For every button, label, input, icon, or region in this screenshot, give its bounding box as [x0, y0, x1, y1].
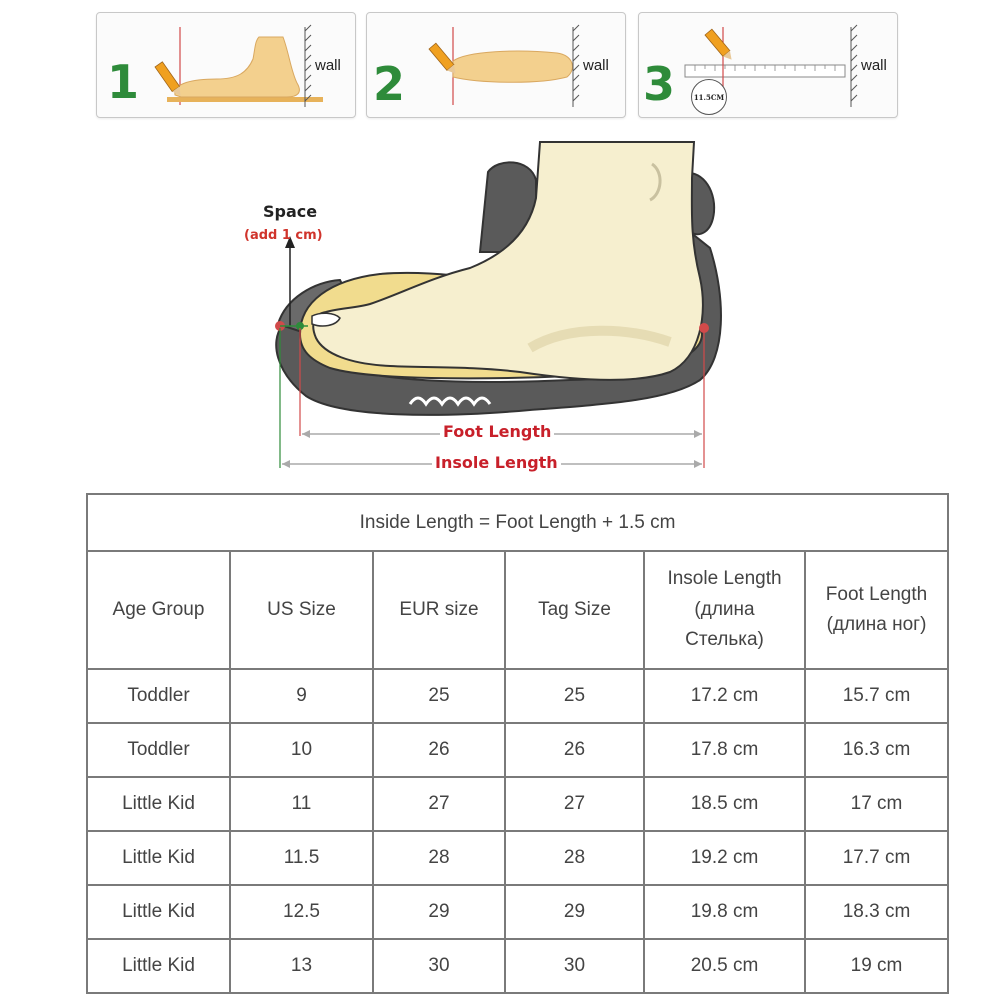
- cell-us-size: 10: [230, 723, 373, 777]
- header-insole-length-en: Insole Length: [667, 568, 782, 590]
- header-tag-size: Tag Size: [505, 551, 644, 669]
- cell-tag-size: 28: [505, 831, 644, 885]
- cell-age-group: Little Kid: [87, 831, 230, 885]
- space-note: (add 1 cm): [244, 228, 323, 243]
- cell-us-size: 9: [230, 669, 373, 723]
- cell-foot-length: 16.3 cm: [805, 723, 948, 777]
- cell-age-group: Toddler: [87, 723, 230, 777]
- cell-tag-size: 27: [505, 777, 644, 831]
- cell-tag-size: 29: [505, 885, 644, 939]
- cell-tag-size: 25: [505, 669, 644, 723]
- header-insole-length-ru-1: (длина: [694, 598, 755, 620]
- cell-eur-size: 27: [373, 777, 505, 831]
- space-label: Space: [263, 202, 318, 221]
- cell-age-group: Little Kid: [87, 777, 230, 831]
- step-3-measure-badge: 11.5CM: [691, 79, 727, 115]
- table-row: [87, 885, 948, 939]
- step-2-wall-label: wall: [583, 57, 609, 74]
- foot-length-label: Foot Length: [440, 422, 554, 441]
- step-3-wall-label: wall: [861, 57, 887, 74]
- cell-insole-length: 18.5 cm: [644, 777, 805, 831]
- header-insole-length: [644, 551, 805, 669]
- cell-age-group: Little Kid: [87, 885, 230, 939]
- cell-tag-size: 26: [505, 723, 644, 777]
- header-age-group: Age Group: [87, 551, 230, 669]
- step-3-number: 3: [643, 57, 676, 111]
- cell-us-size: 12.5: [230, 885, 373, 939]
- cell-insole-length: 20.5 cm: [644, 939, 805, 993]
- step-1-number: 1: [107, 55, 140, 109]
- cell-eur-size: 29: [373, 885, 505, 939]
- cell-age-group: Toddler: [87, 669, 230, 723]
- header-us-size: US Size: [230, 551, 373, 669]
- header-foot-length-ru: (длина ног): [826, 614, 927, 635]
- header-foot-length-en: Foot Length: [825, 583, 928, 605]
- table-row: [87, 669, 948, 723]
- cell-insole-length: 17.8 cm: [644, 723, 805, 777]
- cell-eur-size: 30: [373, 939, 505, 993]
- table-row: [87, 777, 948, 831]
- insole-length-label: Insole Length: [432, 453, 561, 472]
- cell-us-size: 11: [230, 777, 373, 831]
- step-2-number: 2: [373, 57, 406, 111]
- size-chart-table: [86, 493, 949, 994]
- step-1-wall-label: wall: [315, 57, 341, 74]
- foot-measurement-diagram: [230, 128, 750, 478]
- cell-eur-size: 25: [373, 669, 505, 723]
- step-1-panel: [96, 12, 356, 118]
- cell-insole-length: 17.2 cm: [644, 669, 805, 723]
- cell-us-size: 11.5: [230, 831, 373, 885]
- cell-tag-size: 30: [505, 939, 644, 993]
- header-foot-length: [805, 551, 948, 669]
- table-header-row: [87, 551, 948, 669]
- cell-eur-size: 28: [373, 831, 505, 885]
- cell-us-size: 13: [230, 939, 373, 993]
- step-3-panel: [638, 12, 898, 118]
- cell-foot-length: 17 cm: [805, 777, 948, 831]
- table-row: [87, 939, 948, 993]
- cell-eur-size: 26: [373, 723, 505, 777]
- step-3-illustration: [639, 13, 897, 117]
- cell-foot-length: 17.7 cm: [805, 831, 948, 885]
- table-caption: Inside Length = Foot Length + 1.5 cm: [87, 494, 948, 551]
- header-eur-size: EUR size: [373, 551, 505, 669]
- cell-foot-length: 15.7 cm: [805, 669, 948, 723]
- cell-age-group: Little Kid: [87, 939, 230, 993]
- step-2-panel: [366, 12, 626, 118]
- table-row: [87, 831, 948, 885]
- cell-insole-length: 19.2 cm: [644, 831, 805, 885]
- cell-foot-length: 19 cm: [805, 939, 948, 993]
- cell-foot-length: 18.3 cm: [805, 885, 948, 939]
- table-caption-row: [87, 494, 948, 551]
- header-insole-length-ru-2: Стелька): [685, 629, 764, 651]
- cell-insole-length: 19.8 cm: [644, 885, 805, 939]
- table-row: [87, 723, 948, 777]
